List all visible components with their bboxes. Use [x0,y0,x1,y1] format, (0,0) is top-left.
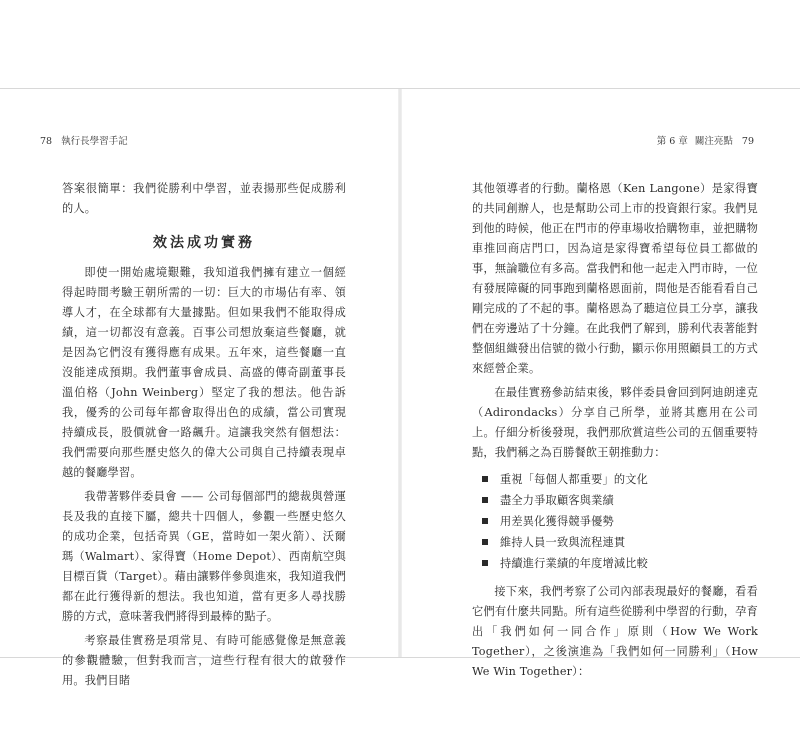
chapter-label: 第 6 章 [656,136,688,147]
left-page [0,89,400,687]
square-bullet-icon [482,497,488,503]
square-bullet-icon [482,539,488,545]
list-item [482,532,758,553]
right-page [400,89,800,678]
left-page-text [62,179,346,691]
paragraph: 即使一開始處境艱難，我知道我們擁有建立一個經得起時間考驗王朝所需的一切：巨大的市場佔有率、領導人才，在全球都有大量據點。但如果我們不能取得成績，這一切都沒有意義。百事公司想放棄這些餐廳，就是因為它們沒有獲得應有成果。五年來，這些餐廳一直沒能達成預期。我們董事會成員、高盛的傳奇副董事長溫伯格（John Weinberg）堅定了我的想法。他告訴我，優秀的公司每年都會取得出色的成績，當公司實現持續成長，股價就會一路飆升。這讓我突然有個想法：我們需要向那些歷史悠久的偉大公司與自己持續表現卓越的餐廳學習。 [62,266,346,479]
chapter-title-header: 關注亮點 [694,136,733,147]
right-page-text [472,179,758,682]
list-item [482,511,758,532]
paragraph: 我帶著夥伴委員會 —— 公司每個部門的總裁與營運長及我的直接下屬，總共十四個人，參觀一些歷史悠久的成功企業，包括奇異（GE，當時如一架火箭）、沃爾瑪（Walmart）、家得寶（Home Depot）、西南航空與目標百貨（Target）。藉由讓夥伴參與進來，我知道我們都在此行獲得新的想法。我也知道，當有更多人尋找勝勝的方式，意味著我們將得到最棒的點子。 [62,490,346,623]
list-item [482,469,758,490]
list-item [482,490,758,511]
paragraph: 在最佳實務參訪結束後，夥伴委員會回到阿迪朗達克（Adirondacks）分享自己所學，並將其應用在公司上。仔細分析後發現，我們那欣賞這些公司的五個重要特點，我們稱之為百勝餐飲王朝推動力： [472,386,758,459]
book-spread [0,88,800,687]
left-page-number: 78 [40,136,53,147]
list-item [482,553,758,574]
left-running-head [34,133,128,147]
book-title-header: 執行長學習手記 [61,136,128,147]
list-item-text: 維持人員一致與流程連貫 [500,536,626,549]
square-bullet-icon [482,560,488,566]
list-item-text: 盡全力爭取顧客與業績 [500,494,614,507]
bullet-list [472,469,758,574]
section-title: 效法成功實務 [153,235,255,251]
square-bullet-icon [482,476,488,482]
right-page-number: 79 [741,136,754,147]
paragraph: 其他領導者的行動。蘭格恩（Ken Langone）是家得寶的共同創辦人，也是幫助公司上市的投資銀行家。我們見到他的時候，他正在門市的停車場收拾購物車，並把購物車推回商店門口，因為這是家得寶希望每位員工都做的事，無論職位有多高。當我們和他一起走入門市時，一位有發展障礙的同事跑到蘭格恩面前，問他是否能看看自己剛完成的了不起的事。蘭格恩為了聽這位員工分享，讓我們在旁邊站了十分鐘。在此我們了解到，勝利代表著能對整個組織發出信號的微小行動，顯示你用照顧員工的方式來經營企業。 [472,182,758,375]
paragraph: 接下來，我們考察了公司內部表現最好的餐廳，看看它們有什麼共同點。所有這些從勝利中學習的行動，孕育出「我們如何一同合作」原則（How We Work Together），之後演進為「我們如何一同勝利」（How We Win Together）： [472,585,758,678]
list-item-text: 用差異化獲得競爭優勢 [500,515,614,528]
square-bullet-icon [482,518,488,524]
list-item-text: 持續進行業績的年度增減比較 [500,557,649,570]
paragraph: 考察最佳實務是項常見、有時可能感覺像是無意義的參觀體驗，但對我而言，這些行程有很大的啟發作用。我們目睹 [62,634,346,687]
right-running-head [657,133,760,147]
opening-line: 答案很簡單：我們從勝利中學習，並表揚那些促成勝利的人。 [62,182,346,215]
list-item-text: 重視「每個人都重要」的文化 [500,473,649,486]
